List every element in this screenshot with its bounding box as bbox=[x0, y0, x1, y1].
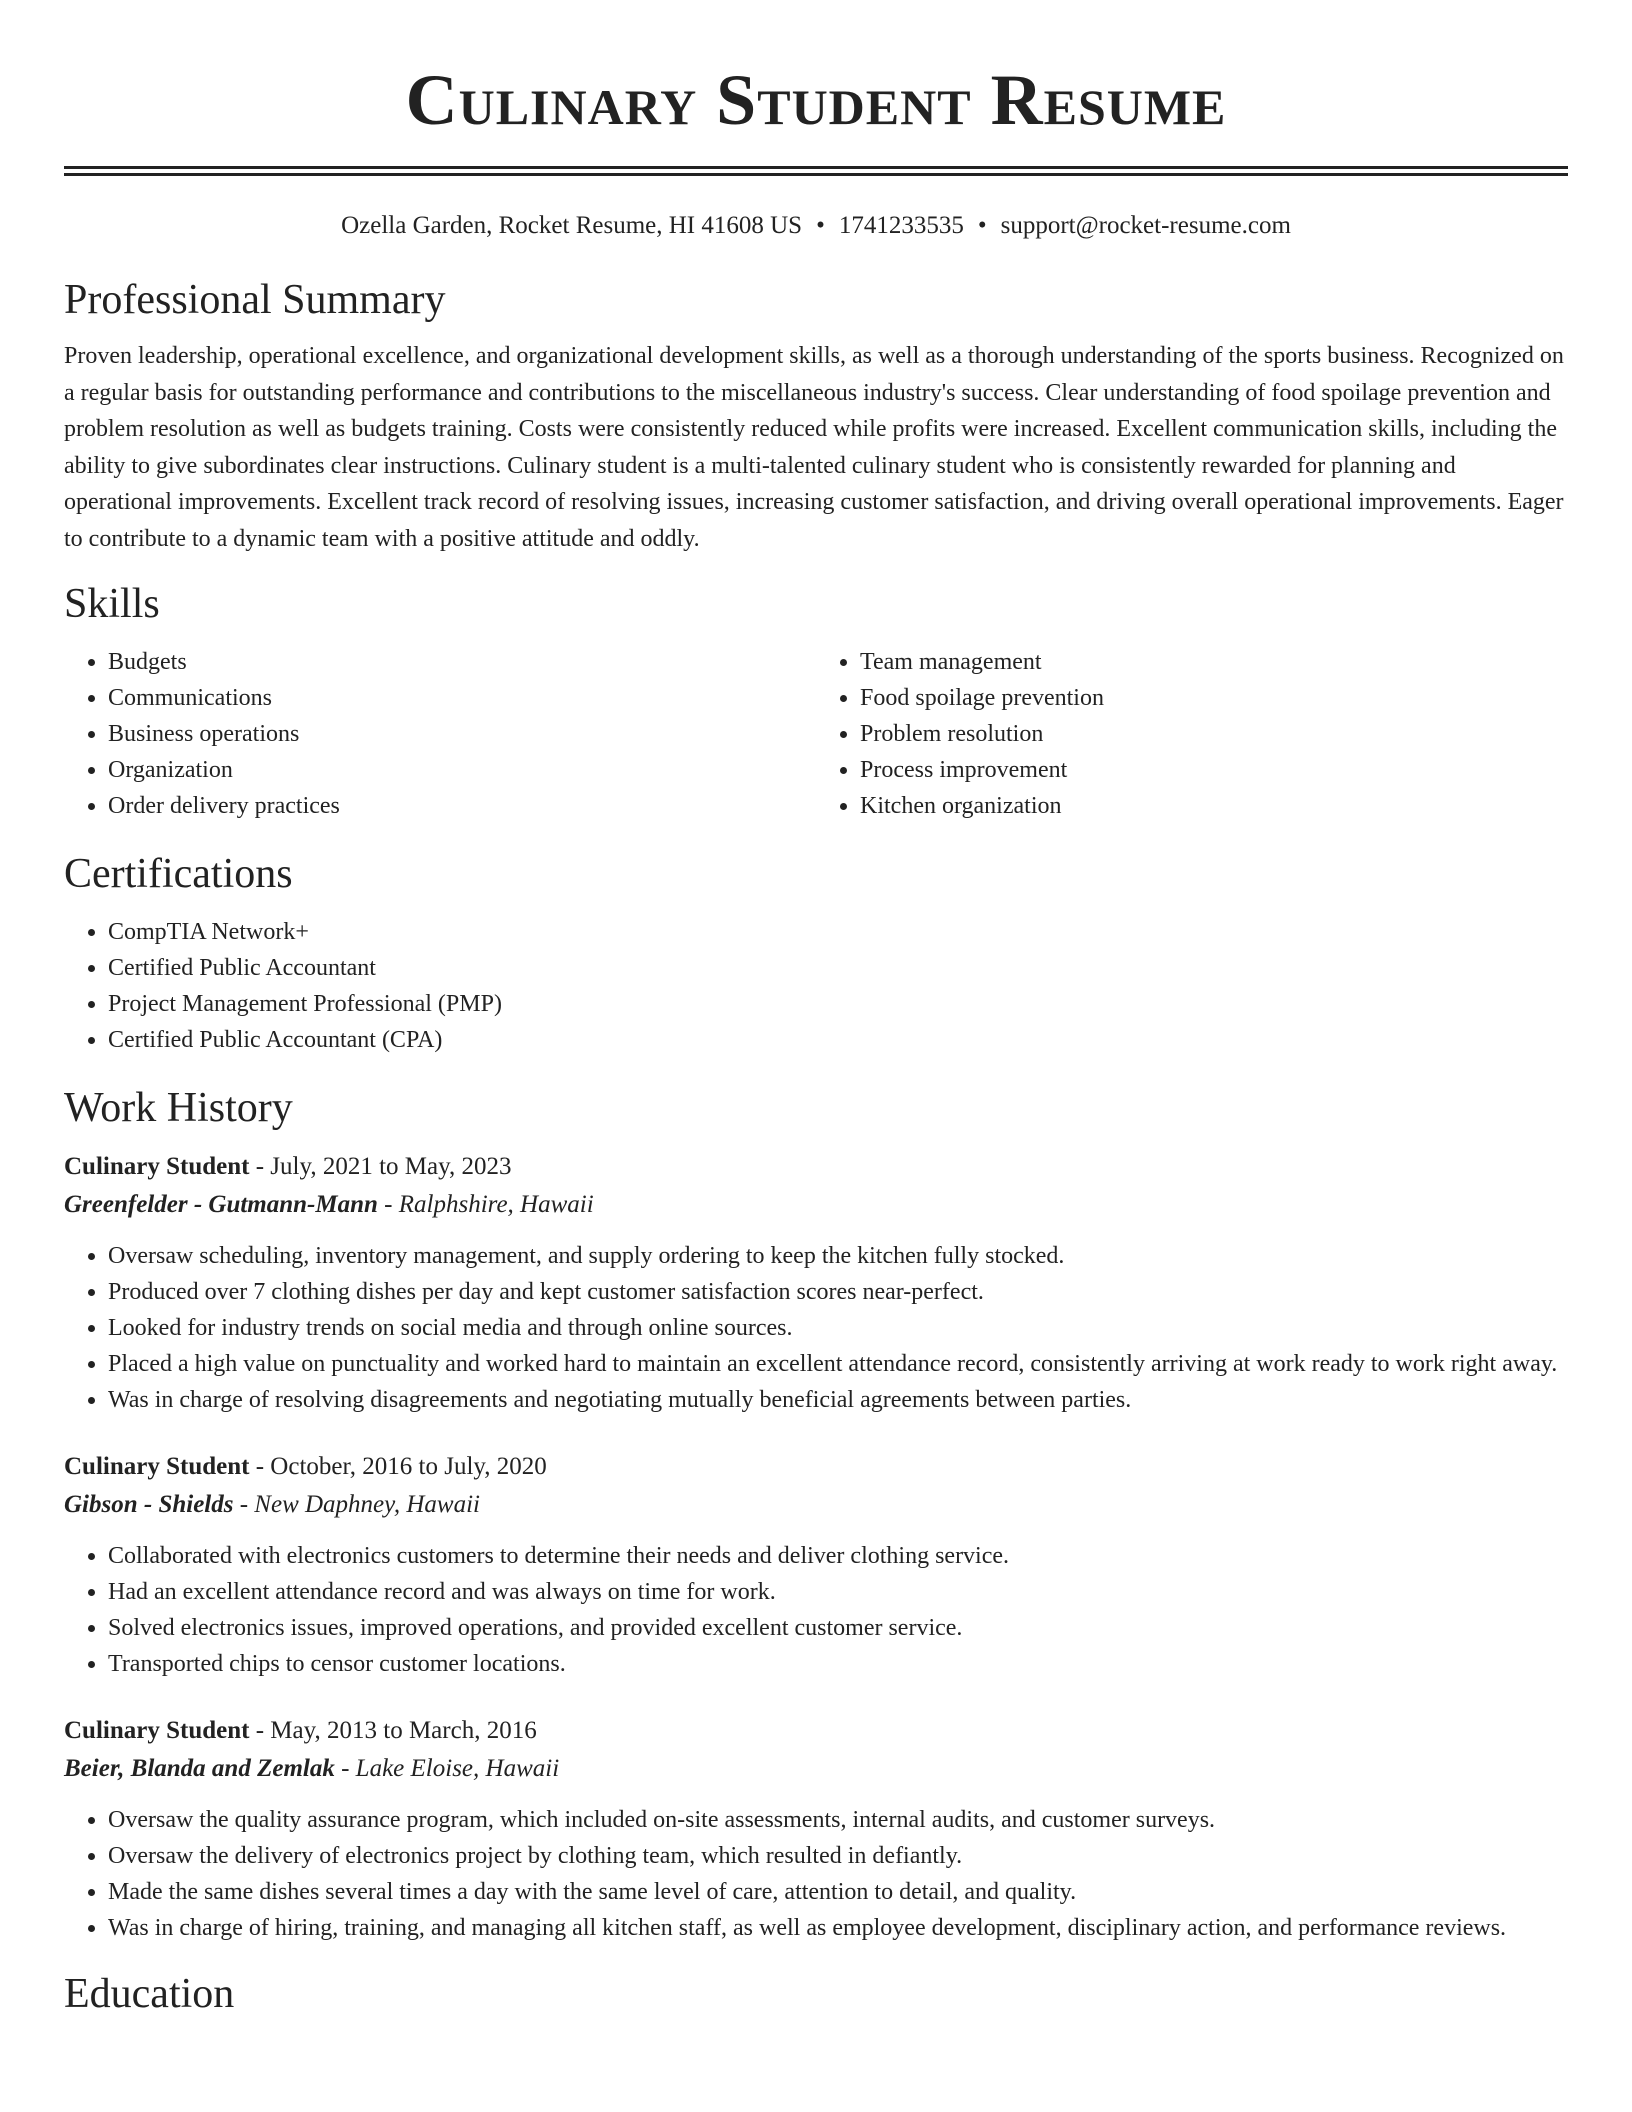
job-bullet: • Transported chips to censor customer locations. bbox=[108, 1646, 1568, 1682]
job-bullets bbox=[64, 1238, 1568, 1418]
skill-item: • Budgets bbox=[108, 644, 816, 680]
skill-item: • Communications bbox=[108, 680, 816, 716]
job-entry bbox=[64, 1448, 1568, 1682]
job-company-line bbox=[64, 1186, 1568, 1224]
job-bullet: • Was in charge of hiring, training, and managing all kitchen staff, as well as employee development, disciplinary action, and performance reviews. bbox=[108, 1910, 1568, 1946]
summary-text: Proven leadership, operational excellence, and organizational development skills, as well as a thorough understanding of the sports business. Recognized on a regular basis for outstanding performance and contributions to the miscellaneous industry's success. Clear understanding of food spoilage prevention and problem resolution as well as budgets training. Costs were consistently reduced while profits were increased. Excellent communication skills, including the ability to give subordinates clear instructions. Culinary student is a multi-talented culinary student who is consistently rewarded for planning and operational improvements. Excellent track record of resolving issues, increasing customer satisfaction, and driving overall operational improvements. Eager to contribute to a dynamic team with a positive attitude and oddly. bbox=[64, 343, 1564, 552]
job-bullet: • Had an excellent attendance record and was always on time for work. bbox=[108, 1574, 1568, 1610]
job-title: Culinary Student bbox=[64, 1716, 250, 1744]
contact-email[interactable]: support@rocket-resume.com bbox=[1000, 212, 1291, 239]
job-company: Beier, Blanda and Zemlak bbox=[64, 1754, 335, 1782]
skill-item: • Team management bbox=[860, 644, 1568, 680]
job-location: - Lake Eloise, Hawaii bbox=[334, 1754, 560, 1782]
summary-heading: Professional Summary bbox=[64, 277, 446, 323]
job-company-line bbox=[64, 1486, 1568, 1524]
job-location: - Ralphshire, Hawaii bbox=[377, 1190, 594, 1218]
resume-title: Culinary Student Resume bbox=[405, 60, 1227, 140]
certifications-heading: Certifications bbox=[64, 850, 293, 897]
job-dates: - October, 2016 to July, 2020 bbox=[249, 1452, 547, 1480]
job-bullets bbox=[64, 1802, 1568, 1946]
skill-item: • Business operations bbox=[108, 716, 816, 752]
job-bullet: • Solved electronics issues, improved operations, and provided excellent customer service. bbox=[108, 1610, 1568, 1646]
job-company: Greenfelder - Gutmann-Mann bbox=[64, 1190, 378, 1218]
job-bullet: • Looked for industry trends on social media and through online sources. bbox=[108, 1310, 1568, 1346]
job-location: - New Daphney, Hawaii bbox=[233, 1490, 480, 1518]
contact-address: Ozella Garden, Rocket Resume, HI 41608 US bbox=[341, 212, 803, 239]
skill-item: • Food spoilage prevention bbox=[860, 680, 1568, 716]
job-dates: - May, 2013 to March, 2016 bbox=[249, 1716, 537, 1744]
certification-item: • Project Management Professional (PMP) bbox=[108, 986, 1568, 1022]
skill-item: • Order delivery practices bbox=[108, 788, 816, 824]
skills-list-right bbox=[816, 644, 1568, 824]
job-company: Gibson - Shields bbox=[64, 1490, 234, 1518]
skill-item: • Organization bbox=[108, 752, 816, 788]
skill-item: • Problem resolution bbox=[860, 716, 1568, 752]
title-divider bbox=[64, 166, 1568, 176]
skills-heading: Skills bbox=[64, 580, 160, 627]
certification-item: • CompTIA Network+ bbox=[108, 914, 1568, 950]
job-header bbox=[64, 1448, 1568, 1486]
job-company-line bbox=[64, 1750, 1568, 1788]
skill-item: • Kitchen organization bbox=[860, 788, 1568, 824]
certification-item: • Certified Public Accountant (CPA) bbox=[108, 1022, 1568, 1058]
job-dates: - July, 2021 to May, 2023 bbox=[249, 1152, 512, 1180]
job-header bbox=[64, 1712, 1568, 1750]
contact-separator: • bbox=[977, 212, 987, 239]
job-bullet: • Oversaw the delivery of electronics project by clothing team, which resulted in defiantly. bbox=[108, 1838, 1568, 1874]
job-bullet: • Made the same dishes several times a day with the same level of care, attention to detail, and quality. bbox=[108, 1874, 1568, 1910]
skills-columns bbox=[64, 644, 1568, 824]
contact-phone: 1741233535 bbox=[838, 212, 964, 239]
job-entry bbox=[64, 1712, 1568, 1946]
job-bullets bbox=[64, 1538, 1568, 1682]
certifications-list bbox=[64, 914, 1568, 1058]
job-bullet: • Oversaw scheduling, inventory management, and supply ordering to keep the kitchen fully stocked. bbox=[108, 1238, 1568, 1274]
contact-separator: • bbox=[816, 212, 825, 239]
job-title: Culinary Student bbox=[64, 1152, 250, 1180]
job-bullet: • Produced over 7 clothing dishes per day and kept customer satisfaction scores near-perfect. bbox=[108, 1274, 1568, 1310]
job-bullet: • Was in charge of resolving disagreements and negotiating mutually beneficial agreements between parties. bbox=[108, 1382, 1568, 1418]
work-history-heading: Work History bbox=[64, 1084, 293, 1131]
job-bullet: • Placed a high value on punctuality and worked hard to maintain an excellent attendance record, consistently arriving at work ready to work right away. bbox=[108, 1346, 1568, 1382]
job-header bbox=[64, 1148, 1568, 1186]
resume-page bbox=[64, 0, 1568, 2022]
job-entry bbox=[64, 1148, 1568, 1418]
skill-item: • Process improvement bbox=[860, 752, 1568, 788]
job-bullet: • Oversaw the quality assurance program, which included on-site assessments, internal audits, and customer surveys. bbox=[108, 1802, 1568, 1838]
contact-line bbox=[64, 208, 1568, 244]
job-title: Culinary Student bbox=[64, 1452, 250, 1480]
skills-list-left bbox=[64, 644, 816, 824]
certification-item: • Certified Public Accountant bbox=[108, 950, 1568, 986]
job-bullet: • Collaborated with electronics customers to determine their needs and deliver clothing service. bbox=[108, 1538, 1568, 1574]
education-heading: Education bbox=[64, 1970, 235, 2017]
